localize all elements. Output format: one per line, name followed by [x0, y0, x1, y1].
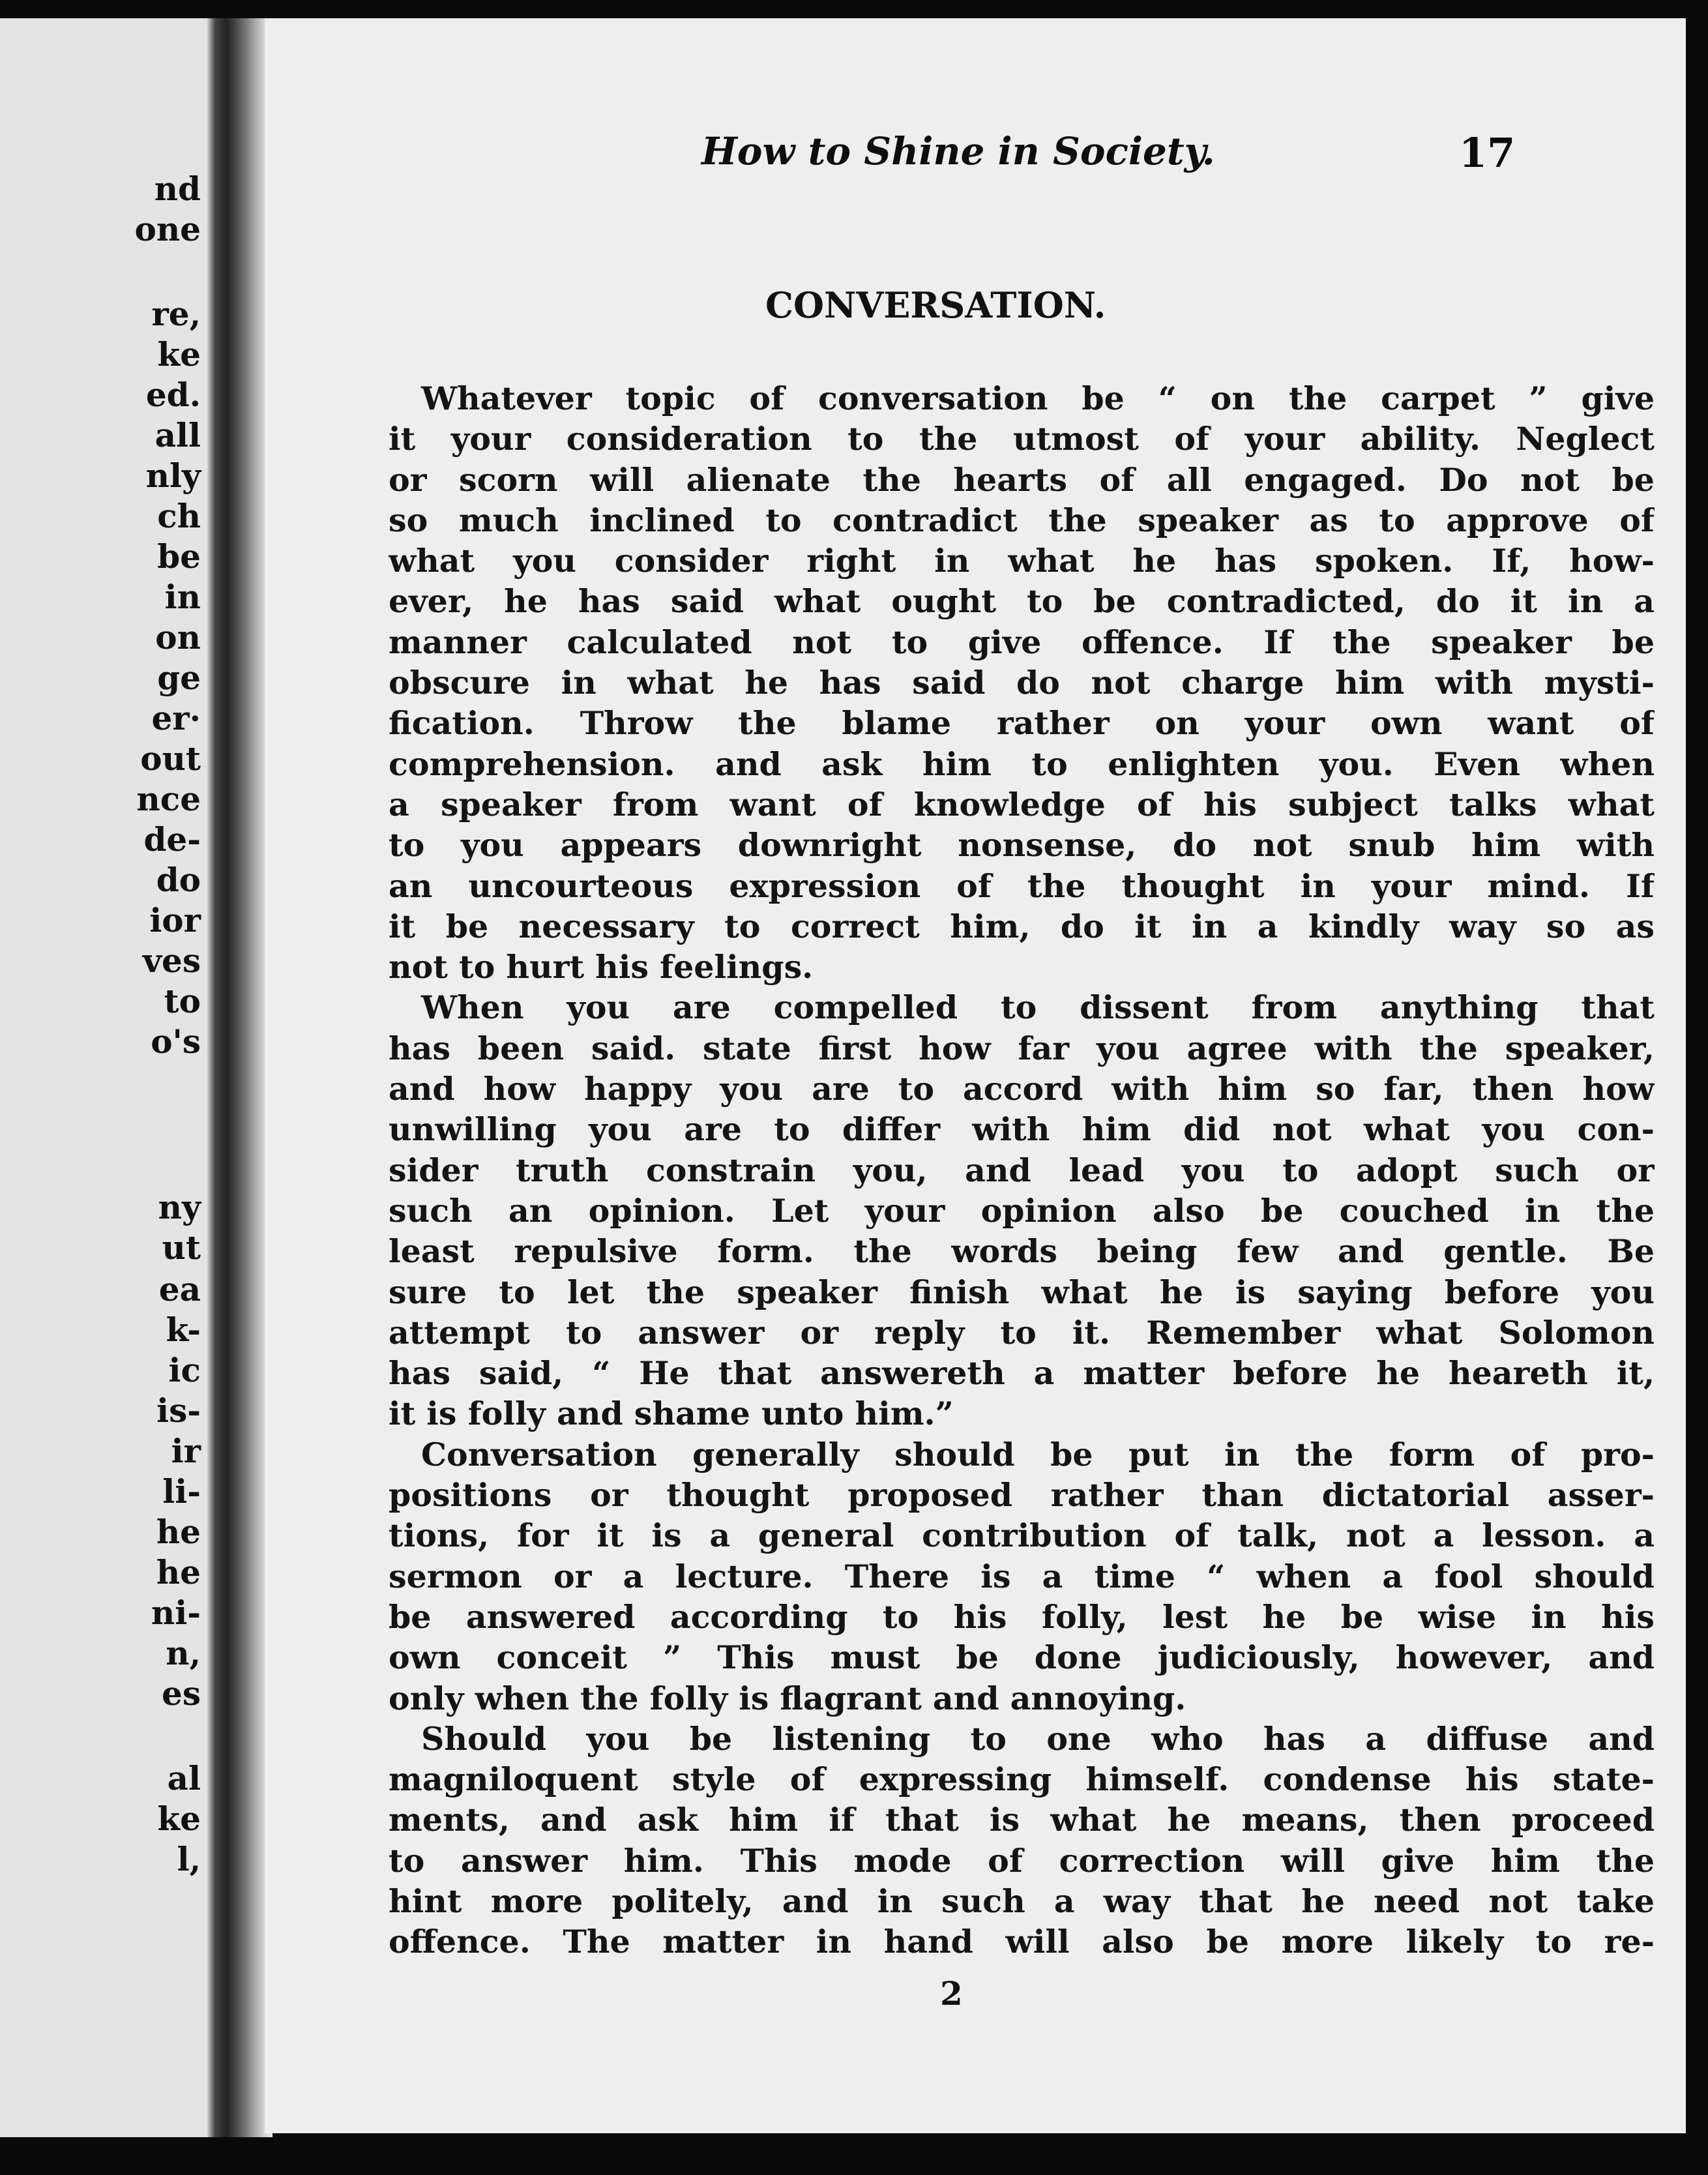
text-line: an uncourteous expression of the thought in your mind. If	[389, 866, 1655, 905]
facing-page-fragment: ir	[171, 1432, 201, 1470]
text-line: not to hurt his feelings.	[389, 948, 814, 986]
text-line: or scorn will alienate the hearts of all engaged. Do not be	[389, 460, 1655, 499]
facing-page-fragment: ny	[158, 1188, 201, 1226]
text-line: When you are compelled to dissent from anything that	[421, 988, 1655, 1027]
facing-page-fragment: on	[155, 618, 201, 657]
facing-page-fragment: he	[156, 1553, 201, 1591]
text-line: sider truth constrain you, and lead you to adopt such or	[389, 1151, 1655, 1189]
facing-page-fragment: de-	[143, 820, 201, 859]
facing-page-fragment: out	[140, 739, 201, 778]
facing-page-fragment: ge	[157, 658, 201, 697]
text-line: what you consider right in what he has spoken. If, how-	[389, 542, 1655, 580]
text-line: and how happy you are to accord with him so far, then how	[389, 1070, 1655, 1108]
facing-page-fragment: l,	[177, 1840, 201, 1878]
signature-mark: 2	[940, 1974, 963, 2013]
facing-page-fragment: he	[156, 1513, 201, 1551]
text-line: sure to let the speaker finish what he is saying before you	[389, 1273, 1655, 1311]
text-line: Conversation generally should be put in the form of pro-	[421, 1435, 1655, 1473]
text-line: attempt to answer or reply to it. Remember what Solomon	[389, 1313, 1655, 1352]
facing-page-fragment: be	[157, 537, 201, 576]
facing-page-fragment: es	[162, 1674, 201, 1713]
text-line: it your consideration to the utmost of your ability. Neglect	[389, 420, 1655, 458]
book-page	[265, 18, 1686, 2133]
book-gutter	[207, 18, 272, 2137]
text-line: fication. Throw the blame rather on your own want of	[389, 704, 1655, 743]
text-line: ever, he has said what ought to be contradicted, do it in a	[389, 582, 1655, 621]
text-line: such an opinion. Let your opinion also be couched in the	[389, 1191, 1655, 1230]
facing-page-fragment: to	[164, 982, 201, 1020]
text-line: it be necessary to correct him, do it in a kindly way so as	[389, 907, 1655, 945]
facing-page-fragment: ed.	[145, 376, 201, 414]
text-line: a speaker from want of knowledge of his subject talks what	[389, 785, 1655, 823]
text-line: to you appears downright nonsense, do not snub him with	[389, 826, 1655, 865]
facing-page-fragment: nd	[154, 170, 201, 208]
text-line: has been said. state first how far you agree with the speaker,	[389, 1029, 1655, 1067]
facing-page-fragment: nce	[136, 780, 201, 818]
facing-page-fragment: ni-	[151, 1593, 201, 1632]
facing-page-fragment: al	[167, 1759, 201, 1798]
facing-page-edge	[0, 18, 210, 2137]
facing-page-fragment: ic	[168, 1351, 201, 1389]
facing-page-fragment: one	[134, 210, 201, 248]
body-text	[389, 378, 1655, 1962]
text-line: only when the folly is flagrant and annoying.	[389, 1679, 1186, 1717]
text-line: own conceit ” This must be done judiciously, however, and	[389, 1638, 1655, 1677]
text-line: be answered according to his folly, lest he be wise in his	[389, 1597, 1655, 1636]
facing-page-fragment: is-	[156, 1391, 201, 1430]
facing-page-fragment: ut	[162, 1228, 201, 1267]
text-line: manner calculated not to give offence. If the speaker be	[389, 623, 1655, 661]
text-line: hint more politely, and in such a way that he need not take	[389, 1882, 1655, 1920]
text-line: has said, “ He that answereth a matter before he heareth it,	[389, 1354, 1655, 1393]
text-line: obscure in what he has said do not charge him with mysti-	[389, 664, 1655, 702]
page-header	[265, 129, 1523, 181]
text-line: ments, and ask him if that is what he means, then proceed	[389, 1801, 1655, 1839]
text-line: it is folly and shame unto him.”	[389, 1395, 954, 1433]
text-line: so much inclined to contradict the speaker as to approve of	[389, 501, 1655, 539]
text-line: Whatever topic of conversation be “ on the carpet ” give	[421, 379, 1655, 417]
facing-page-fragment: ke	[157, 1799, 201, 1838]
facing-page-fragment: ea	[158, 1270, 201, 1309]
facing-page-fragment: o's	[151, 1022, 201, 1061]
facing-page-fragment: ves	[142, 941, 201, 980]
text-line: tions, for it is a general contribution of talk, not a lesson. a	[389, 1517, 1655, 1555]
facing-page-fragment: li-	[162, 1472, 201, 1511]
text-line: sermon or a lecture. There is a time “ when a fool should	[389, 1557, 1655, 1595]
facing-page-fragment: ch	[157, 497, 201, 535]
facing-page-fragment: all	[155, 416, 201, 454]
facing-page-fragment: ior	[149, 901, 201, 940]
text-line: Should you be listening to one who has a diffuse and	[421, 1719, 1655, 1758]
facing-page-fragment: re,	[151, 295, 201, 333]
text-line: magniloquent style of expressing himself. condense his state-	[389, 1760, 1655, 1799]
facing-page-fragment: ke	[157, 335, 201, 374]
facing-page-fragment: nly	[145, 456, 201, 495]
facing-page-fragment: do	[156, 861, 201, 899]
section-heading: CONVERSATION.	[765, 284, 1106, 326]
text-line: to answer him. This mode of correction will give him the	[389, 1841, 1655, 1880]
running-title: How to Shine in Society.	[701, 129, 1215, 173]
text-line: least repulsive form. the words being few and gentle. Be	[389, 1232, 1655, 1271]
text-line: offence. The matter in hand will also be more likely to re-	[389, 1923, 1655, 1961]
text-line: unwilling you are to differ with him did not what you con-	[389, 1110, 1655, 1149]
page-number: 17	[1459, 129, 1516, 177]
facing-page-fragment: er·	[151, 699, 201, 737]
facing-page-fragment: in	[164, 578, 201, 616]
facing-page-fragment: k-	[166, 1310, 201, 1349]
text-line: comprehension. and ask him to enlighten you. Even when	[389, 745, 1655, 783]
facing-page-fragment: n,	[166, 1634, 201, 1672]
text-line: positions or thought proposed rather than dictatorial asser-	[389, 1476, 1655, 1515]
